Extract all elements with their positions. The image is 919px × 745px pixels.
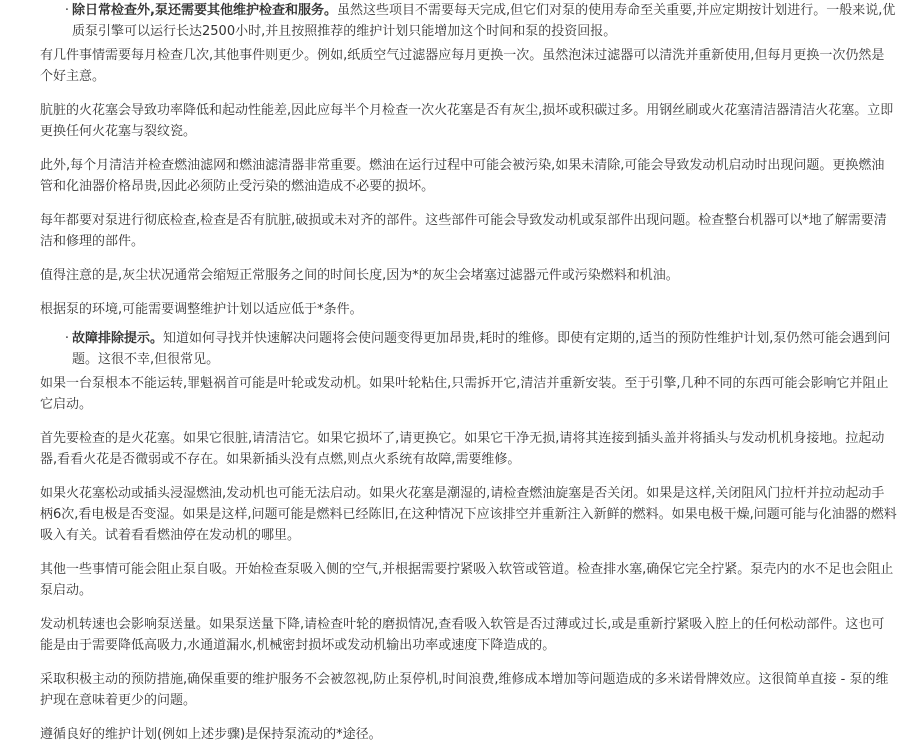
paragraph: 此外,每个月清洁并检查燃油滤网和燃油滤清器非常重要。燃油在运行过程中可能会被污染,如果未清除,可能会导致发动机启动时出现问题。更换燃油管和化油器价格昂贵,因此必须防止受污染的燃油造成不必要的损坏。 [40,158,885,194]
paragraph: 首先要检查的是火花塞。如果它很脏,请清洁它。如果它损坏了,请更换它。如果它干净无损,请将其连接到插头盖并将插头与发动机机身接地。拉起动器,看看火花是否微弱或不存在。如果新插头没有点燃,则点火系统有故障,需要维修。 [40,431,885,467]
bullet-body: 知道如何寻找并快速解决问题将会使问题变得更加昂贵,耗时的维修。即使有定期的,适当的预防性维护计划,泵仍然可能会遇到问题。这很不幸,但很常见。 [72,331,891,367]
bullet-text [72,0,897,42]
paragraph: 值得注意的是,灰尘状况通常会缩短正常服务之间的时间长度,因为*的灰尘会堵塞过滤器元件或污染燃料和机油。 [40,268,679,283]
bullet-dot: · [64,3,70,18]
paragraph: 根据泵的环境,可能需要调整维护计划以适应低于*条件。 [40,302,363,317]
bullet-maintenance [40,0,897,42]
bullet-lead: 除日常检查外,泵还需要其他维护检查和服务。 [72,3,337,18]
paragraph: 遵循良好的维护计划(例如上述步骤)是保持泵流动的*途径。 [40,727,382,742]
paragraph: 肮脏的火花塞会导致功率降低和起动性能差,因此应每半个月检查一次火花塞是否有灰尘,损坏或积碳过多。用钢丝刷或火花塞清洁器清洁火花塞。立即更换任何火花塞与裂纹瓷。 [40,103,894,139]
paragraph: 如果火花塞松动或插头浸湿燃油,发动机也可能无法启动。如果火花塞是潮湿的,请检查燃油旋塞是否关闭。如果是这样,关闭阻风门拉杆并拉动起动手柄6次,看电极是否变湿。如果是这样,问题可能是燃料已经陈旧,在这种情况下应该排空并重新注入新鲜的燃料。如果电极干燥,问题可能与化油器的燃料吸入有关。试着看看燃油停在发动机的哪里。 [40,486,897,543]
bullet-troubleshooting [40,328,897,370]
paragraph: 发动机转速也会影响泵送量。如果泵送量下降,请检查叶轮的磨损情况,查看吸入软管是否过薄或过长,或是重新拧紧吸入腔上的任何松动部件。这也可能是由于需要降低高吸力,水通道漏水,机械密封损坏或发动机输出功率或速度下降造成的。 [40,617,885,653]
paragraph: 每年都要对泵进行彻底检查,检查是否有肮脏,破损或未对齐的部件。这些部件可能会导致发动机或泵部件出现问题。检查整台机器可以*地了解需要清洁和修理的部件。 [40,213,887,249]
paragraph: 如果一台泵根本不能运转,罪魁祸首可能是叶轮或发动机。如果叶轮粘住,只需拆开它,清洁并重新安装。至于引擎,几种不同的东西可能会影响它并阻止它启动。 [40,376,889,412]
paragraph: 其他一些事情可能会阻止泵自吸。开始检查泵吸入侧的空气,并根据需要拧紧吸入软管或管道。检查排水塞,确保它完全拧紧。泵壳内的水不足也会阻止泵启动。 [40,562,894,598]
bullet-dot: · [64,331,70,346]
bullet-body: 虽然这些项目不需要每天完成,但它们对泵的使用寿命至关重要,并应定期按计划进行。一般来说,优质泵引擎可以运行长达2500小时,并且按照推荐的维护计划只能增加这个时间和泵的投资回报。 [72,3,896,39]
paragraph: 采取积极主动的预防措施,确保重要的维护服务不会被忽视,防止泵停机,时间浪费,维修成本增加等问题造成的多米诺骨牌效应。这很简单直接 - 泵的维护现在意味着更少的问题。 [40,672,889,708]
bullet-text [72,328,897,370]
paragraph: 有几件事情需要每月检查几次,其他事件则更少。例如,纸质空气过滤器应每月更换一次。虽然泡沫过滤器可以清洗并重新使用,但每月更换一次仍然是个好主意。 [40,48,885,84]
bullet-lead: 故障排除提示。 [72,331,164,346]
